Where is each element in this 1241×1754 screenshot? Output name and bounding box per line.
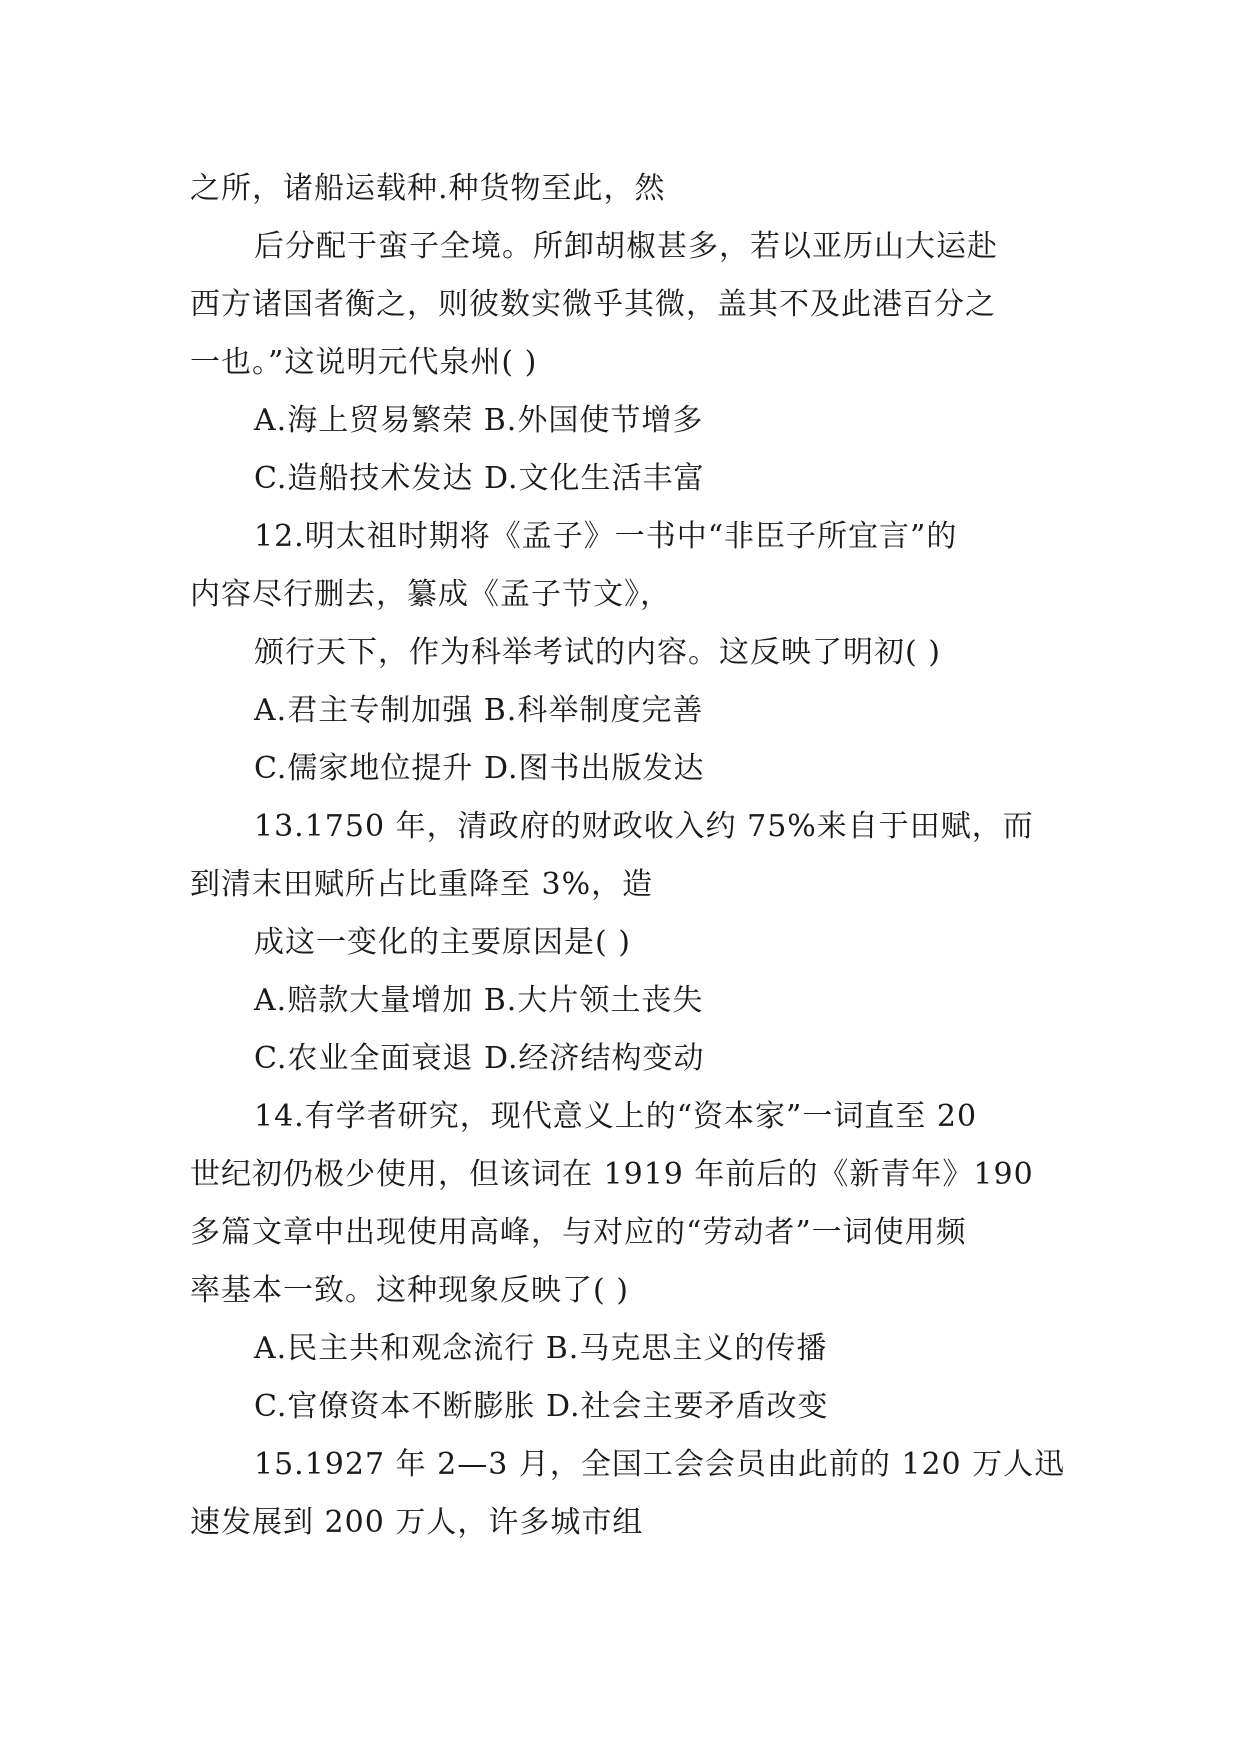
answer-options: C.官僚资本不断膨胀 D.社会主要矛盾改变 <box>254 1389 829 1424</box>
text-line: 内容尽行删去，纂成《孟子节文》， <box>190 577 671 612</box>
question-13: 13.1750 年，清政府的财政收入约 75%来自于田赋，而 <box>254 809 1034 844</box>
document-page <box>190 160 1066 1552</box>
answer-options: C.儒家地位提升 D.图书出版发达 <box>254 751 705 786</box>
answer-options: A.民主共和观念流行 B.马克思主义的传播 <box>254 1331 828 1366</box>
text-line: 之所，诸船运载种.种货物至此，然 <box>190 171 666 206</box>
question-12: 12.明太祖时期将《孟子》一书中“非臣子所宜言”的 <box>254 519 958 554</box>
text-line: 颁行天下，作为科举考试的内容。这反映了明初( ) <box>254 635 941 670</box>
answer-options: A.赔款大量增加 B.大片领土丧失 <box>254 983 704 1018</box>
answer-options: C.农业全面衰退 D.经济结构变动 <box>254 1041 705 1076</box>
text-line: 成这一变化的主要原因是( ) <box>254 925 631 960</box>
text-line: 世纪初仍极少使用，但该词在 1919 年前后的《新青年》190 <box>190 1157 1034 1192</box>
text-line: 多篇文章中出现使用高峰，与对应的“劳动者”一词使用频 <box>190 1215 967 1250</box>
question-15: 15.1927 年 2—3 月，全国工会会员由此前的 120 万人迅 <box>254 1447 1066 1482</box>
question-14: 14.有学者研究，现代意义上的“资本家”一词直至 20 <box>254 1099 978 1134</box>
text-line: 到清末田赋所占比重降至 3%，造 <box>190 867 654 902</box>
text-line: 西方诸国者衡之，则彼数实微乎其微，盖其不及此港百分之 <box>190 287 996 322</box>
text-line: 率基本一致。这种现象反映了( ) <box>190 1273 629 1308</box>
answer-options: C.造船技术发达 D.文化生活丰富 <box>254 461 705 496</box>
text-line: 一也。”这说明元代泉州( ) <box>190 345 538 380</box>
answer-options: A.君主专制加强 B.科举制度完善 <box>254 693 704 728</box>
text-line: 速发展到 200 万人，许多城市组 <box>190 1505 644 1540</box>
answer-options: A.海上贸易繁荣 B.外国使节增多 <box>254 403 704 438</box>
text-line: 后分配于蛮子全境。所卸胡椒甚多，若以亚历山大运赴 <box>254 229 998 264</box>
